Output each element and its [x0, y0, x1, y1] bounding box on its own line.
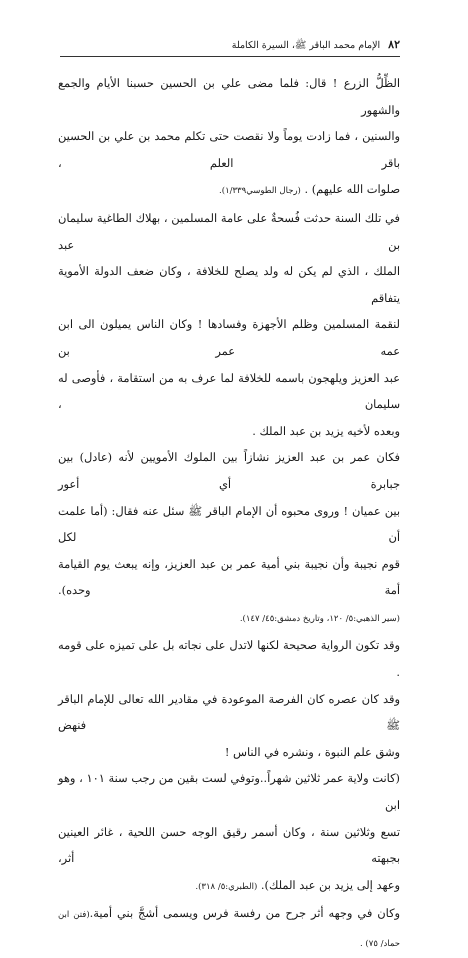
text-line: وبعده لأخيه يزيد بن عبد الملك . — [252, 423, 400, 438]
text-line: وعهد إلى يزيد بن عبد الملك). (الطبري:٥/ ٣١٨). — [195, 877, 400, 892]
reference: (سير الذهبي:٥/ ١٢٠، وتاريخ دمشق:٤٥/ ١٤٧). — [239, 613, 400, 624]
text-line: قوم نجيبة وأن نجيبة بني أمية عمر بن عبد العزيز، وإنه يبعث يوم القيامة أمة وحده). — [58, 556, 400, 598]
text-line: وشق علم النبوة ، ونشره في الناس ! — [224, 744, 400, 759]
page-number: ٨٢ — [388, 38, 400, 51]
text-line: وقد كان عصره كان الفرصة الموعودة في مقادير الله تعالى للإمام الباقر ﷺ فنهض — [58, 691, 400, 733]
text-line: وقد تكون الرواية صحيحة لكنها لاتدل على نجاته بل على تميزه على قومه . — [58, 638, 400, 680]
text-line: صلوات الله عليهم) . (رجال الطوسي١/٣٣٩). — [219, 182, 400, 197]
header-rule — [60, 56, 400, 57]
running-title: الإمام محمد الباقر ﷺ، السيرة الكاملة — [231, 40, 381, 51]
text-line: في تلك السنة حدثت فُسحةٌ على عامة المسلمين ، بهلاك الطاغية سليمان بن عبد — [58, 210, 400, 252]
running-header — [60, 38, 400, 53]
text-line: الملك ، الذي لم يكن له ولد يصلح للخلافة ، وكان ضعف الدولة الأموية يتفاقم — [58, 264, 400, 305]
text-line: تسع وثلاثين سنة ، وكان أسمر رقيق الوجه حسن اللحية ، غائر العينين بجبهته أثر، — [58, 824, 400, 866]
text-line: الظِّلُّ الزرع ! قال: فلما مضى علي بن الحسين حسبنا الأيام والجمع والشهور — [58, 76, 400, 117]
reference: (رجال الطوسي١/٣٣٩). — [219, 186, 301, 197]
text-line: (كانت ولاية عمر ثلاثين شهراً..وتوفي لست بقين من رجب سنة ١٠١ ، وهو ابن — [58, 771, 400, 813]
body-text — [58, 70, 400, 958]
text-line: عبد العزيز ويلهجون باسمه للخلافة لما عرف به من استقامة ، فأوصى له سليمان ، — [58, 370, 400, 412]
text-line: بين عميان ! وروى محبوه أن الإمام الباقر ﷺ سئل عنه فقال: (أما علمت أن لكل — [58, 503, 400, 545]
text-line: لنقمة المسلمين وظلم الأجهزة وفسادها ! وكان الناس يميلون الى ابن عمه عمر بن — [58, 317, 400, 358]
text-line: والسنين ، فما زادت يوماً ولا نقصت حتى تكلم محمد بن علي بن الحسين باقر العلم ، — [58, 129, 400, 170]
reference: (فتن ابن حماد/ ٧٥) . — [58, 910, 400, 949]
text-line — [58, 604, 400, 633]
text-line: فكان عمر بن عبد العزيز نشازاً بين الملوك الأمويين لأنه (عادل) بين جبابرة أي أعور — [58, 450, 400, 491]
text-line: وكان في وجهه أثر جرح من رفسة فرس ويسمى أشجَّ بني أمية.(فتن ابن حماد/ ٧٥) . — [58, 906, 400, 949]
reference: (الطبري:٥/ ٣١٨). — [195, 881, 258, 892]
